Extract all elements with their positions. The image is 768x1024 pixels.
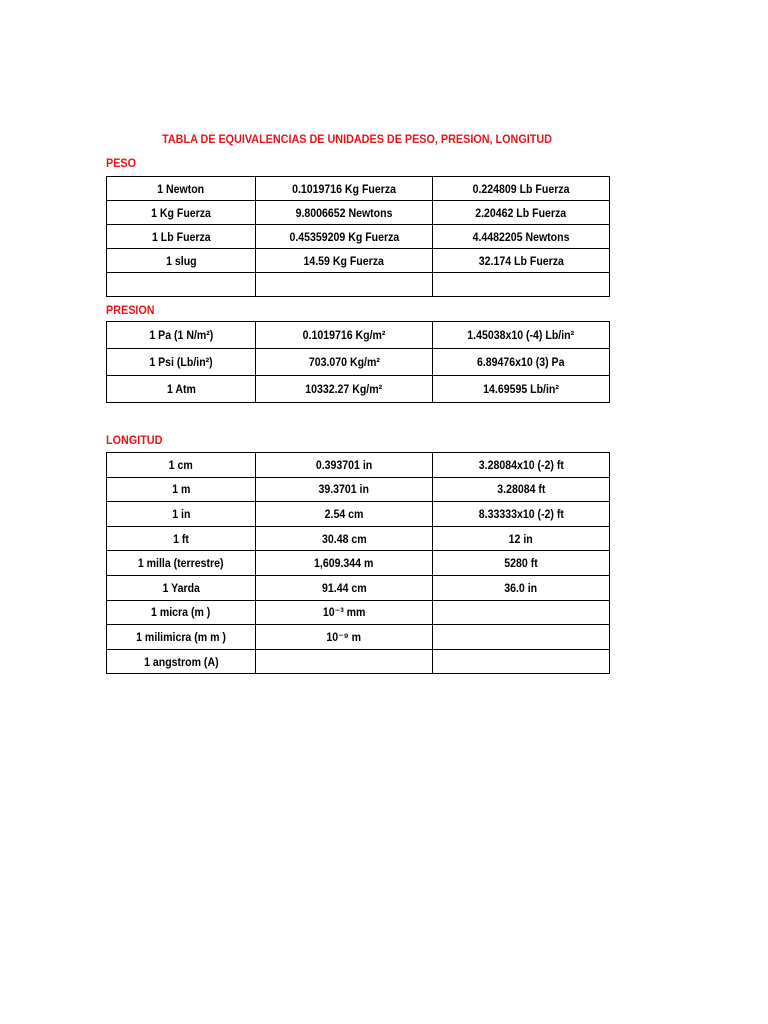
longitud-table <box>106 452 610 674</box>
cell-text: 1.45038x10 (-4) Lb/in² <box>467 328 575 342</box>
cell-text: 10⁻⁹ m <box>326 629 362 644</box>
cell-text: 36.0 in <box>504 580 538 595</box>
cell-text: 1 Yarda <box>162 580 200 595</box>
table-row <box>107 649 610 674</box>
table-row <box>107 453 610 478</box>
section-label-peso: PESO <box>106 156 137 170</box>
cell-text: 1,609.344 m <box>314 556 374 571</box>
cell-text: 91.44 cm <box>321 580 367 595</box>
table-cell <box>256 349 433 376</box>
cell-text: 5280 ft <box>504 556 538 571</box>
cell-text: 4.4482205 Newtons <box>472 229 570 244</box>
table-row <box>107 477 610 502</box>
table-cell <box>256 575 433 600</box>
cell-text: 1 in <box>171 506 191 521</box>
cell-text: 14.59 Kg Fuerza <box>303 253 385 268</box>
table-cell <box>433 575 610 600</box>
table-cell <box>256 600 433 625</box>
cell-text: 0.45359209 Kg Fuerza <box>289 229 399 244</box>
cell-text: 1 milimicra (m m ) <box>136 629 226 644</box>
page-title: TABLA DE EQUIVALENCIAS DE UNIDADES DE PESO, PRESION, LONGITUD <box>162 132 552 146</box>
table-cell <box>107 201 256 225</box>
table-cell <box>107 273 256 297</box>
table-row <box>107 625 610 650</box>
cell-text: 30.48 cm <box>321 531 367 546</box>
table-row <box>107 376 610 403</box>
table-cell <box>433 177 610 201</box>
table-cell <box>433 322 610 349</box>
table-row <box>107 502 610 527</box>
table-cell <box>107 249 256 273</box>
table-cell <box>107 625 256 650</box>
section-label-presion: PRESION <box>106 303 155 317</box>
table-cell <box>433 201 610 225</box>
table-cell <box>256 625 433 650</box>
table-cell <box>107 322 256 349</box>
cell-text: 39.3701 in <box>318 482 370 497</box>
table-cell <box>433 551 610 576</box>
table-row <box>107 349 610 376</box>
table-cell <box>107 453 256 478</box>
cell-text: 1 Psi (Lb/in²) <box>149 355 213 369</box>
cell-text: 12 in <box>508 531 534 546</box>
table-cell <box>256 649 433 674</box>
table-row <box>107 225 610 249</box>
section-label-longitud: LONGITUD <box>106 433 163 447</box>
cell-text: 3.28084 ft <box>496 482 546 497</box>
table-row <box>107 575 610 600</box>
table-cell <box>256 201 433 225</box>
cell-text: 1 Pa (1 N/m²) <box>149 328 213 342</box>
cell-text: 1 cm <box>168 457 194 472</box>
table-cell <box>433 625 610 650</box>
table-cell <box>256 453 433 478</box>
table-cell <box>107 502 256 527</box>
cell-text: 14.69595 Lb/in² <box>483 382 559 396</box>
table-row <box>107 273 610 297</box>
table-cell <box>433 526 610 551</box>
cell-text: 9.8006652 Newtons <box>295 205 393 220</box>
cell-text: 1 milla (terrestre) <box>138 556 224 571</box>
table-cell <box>107 177 256 201</box>
cell-text: 1 ft <box>173 531 189 546</box>
table-cell <box>256 526 433 551</box>
cell-text: 0.1019716 Kg/m² <box>302 328 386 342</box>
table-cell <box>433 376 610 403</box>
table-cell <box>256 177 433 201</box>
table-cell <box>433 477 610 502</box>
table-cell <box>256 273 433 297</box>
table-row <box>107 249 610 273</box>
cell-text: 10⁻³ mm <box>322 605 366 620</box>
table-row <box>107 526 610 551</box>
cell-text: 6.89476x10 (3) Pa <box>477 355 565 369</box>
table-cell <box>256 477 433 502</box>
cell-text: 1 Atm <box>166 382 196 396</box>
table-cell <box>256 376 433 403</box>
cell-text: 1 micra (m ) <box>151 605 211 620</box>
cell-text: 2.20462 Lb Fuerza <box>475 205 567 220</box>
table-cell <box>107 225 256 249</box>
cell-text: 1 Newton <box>157 181 205 196</box>
cell-text: 1 angstrom (A) <box>143 654 219 669</box>
cell-text: 2.54 cm <box>324 506 364 521</box>
peso-table <box>106 176 610 297</box>
cell-text: 1 Kg Fuerza <box>151 205 211 220</box>
table-cell <box>256 249 433 273</box>
cell-text: 1 slug <box>165 253 197 268</box>
table-cell <box>433 649 610 674</box>
table-cell <box>433 349 610 376</box>
table-cell <box>107 551 256 576</box>
table-cell <box>433 273 610 297</box>
table-cell <box>256 551 433 576</box>
table-row <box>107 322 610 349</box>
cell-text: 32.174 Lb Fuerza <box>478 253 564 268</box>
cell-text: 0.393701 in <box>315 457 373 472</box>
presion-table <box>106 321 610 403</box>
table-cell <box>107 526 256 551</box>
table-cell <box>107 477 256 502</box>
table-cell <box>107 349 256 376</box>
table-row <box>107 551 610 576</box>
table-cell <box>433 600 610 625</box>
table-cell <box>107 600 256 625</box>
table-cell <box>256 322 433 349</box>
cell-text: 3.28084x10 (-2) ft <box>478 457 564 472</box>
table-row <box>107 201 610 225</box>
cell-text: 1 Lb Fuerza <box>151 229 211 244</box>
cell-text: 10332.27 Kg/m² <box>305 382 383 396</box>
cell-text: 0.224809 Lb Fuerza <box>472 181 570 196</box>
table-cell <box>433 502 610 527</box>
cell-text: 1 m <box>171 482 191 497</box>
table-row <box>107 600 610 625</box>
table-cell <box>107 376 256 403</box>
table-cell <box>433 453 610 478</box>
table-row <box>107 177 610 201</box>
table-cell <box>256 225 433 249</box>
table-cell <box>107 575 256 600</box>
table-cell <box>256 502 433 527</box>
table-cell <box>107 649 256 674</box>
cell-text: 703.070 Kg/m² <box>308 355 380 369</box>
cell-text: 0.1019716 Kg Fuerza <box>292 181 396 196</box>
cell-text: 8.33333x10 (-2) ft <box>478 506 564 521</box>
table-cell <box>433 249 610 273</box>
table-cell <box>433 225 610 249</box>
